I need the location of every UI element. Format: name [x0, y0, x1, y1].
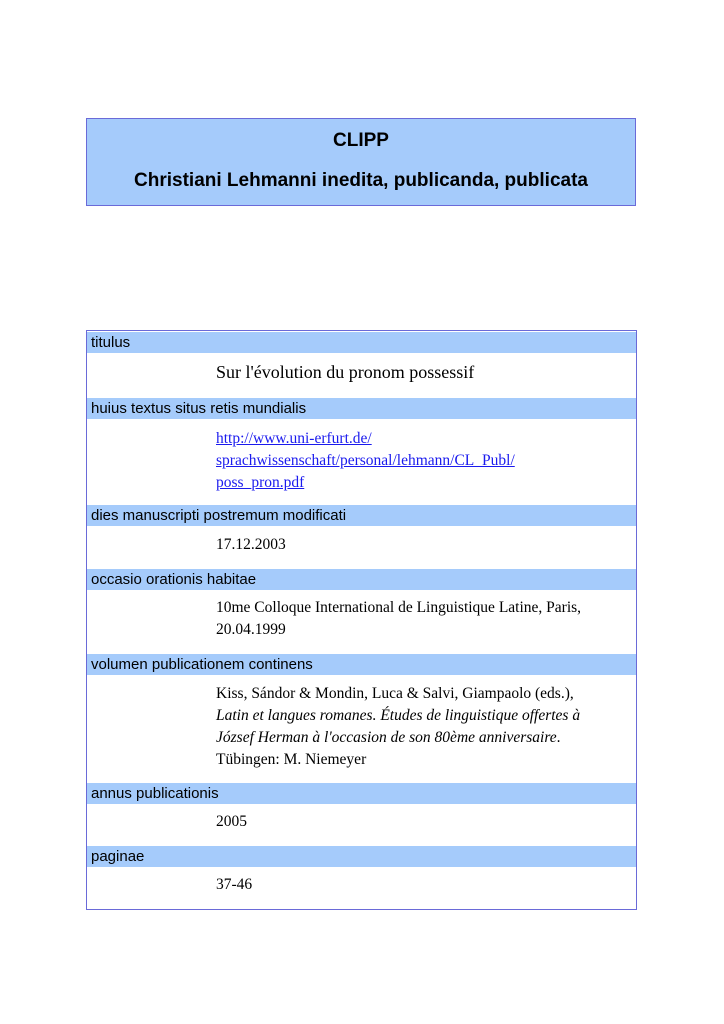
record-table — [86, 330, 637, 910]
label-volumen: volumen publicationem continens — [87, 654, 636, 675]
value-titulus: Sur l'évolution du pronom possessif — [216, 362, 475, 382]
value-paginae: 37-46 — [216, 876, 253, 893]
header-subtitle: Christiani Lehmanni inedita, publicanda, publicata — [134, 170, 588, 191]
occasio-line-2: 20.04.1999 — [216, 621, 286, 638]
label-paginae: paginae — [87, 846, 636, 867]
label-occasio: occasio orationis habitae — [87, 569, 636, 590]
occasio-line-1: 10me Colloque International de Linguistique Latine, Paris, — [216, 599, 582, 616]
url-link-line-1[interactable]: http://www.uni-erfurt.de/ — [216, 430, 372, 447]
label-titulus: titulus — [87, 332, 636, 353]
volumen-editors: Kiss, Sándor & Mondin, Luca & Salvi, Giampaolo (eds.), — [216, 685, 574, 702]
volumen-title-line-2: József Herman à l'occasion de son 80ème anniversaire — [216, 729, 557, 746]
value-situs — [216, 428, 624, 494]
value-volumen — [216, 683, 624, 771]
label-situs: huius textus situs retis mundialis — [87, 398, 636, 419]
volumen-title-end: . — [556, 729, 561, 746]
value-dies: 17.12.2003 — [216, 536, 286, 553]
value-occasio — [216, 597, 624, 641]
document-header — [86, 118, 636, 206]
url-link-line-3[interactable]: poss_pron.pdf — [216, 474, 305, 491]
label-dies: dies manuscripti postremum modificati — [87, 505, 636, 526]
header-title: CLIPP — [333, 130, 389, 151]
volumen-publisher: Tübingen: M. Niemeyer — [216, 751, 367, 768]
volumen-title-line-1: Latin et langues romanes. Études de linguistique offertes à — [216, 707, 581, 724]
value-annus: 2005 — [216, 813, 247, 830]
label-annus: annus publicationis — [87, 783, 636, 804]
url-link-line-2[interactable]: sprachwissenschaft/personal/lehmann/CL_Publ/ — [216, 452, 515, 469]
